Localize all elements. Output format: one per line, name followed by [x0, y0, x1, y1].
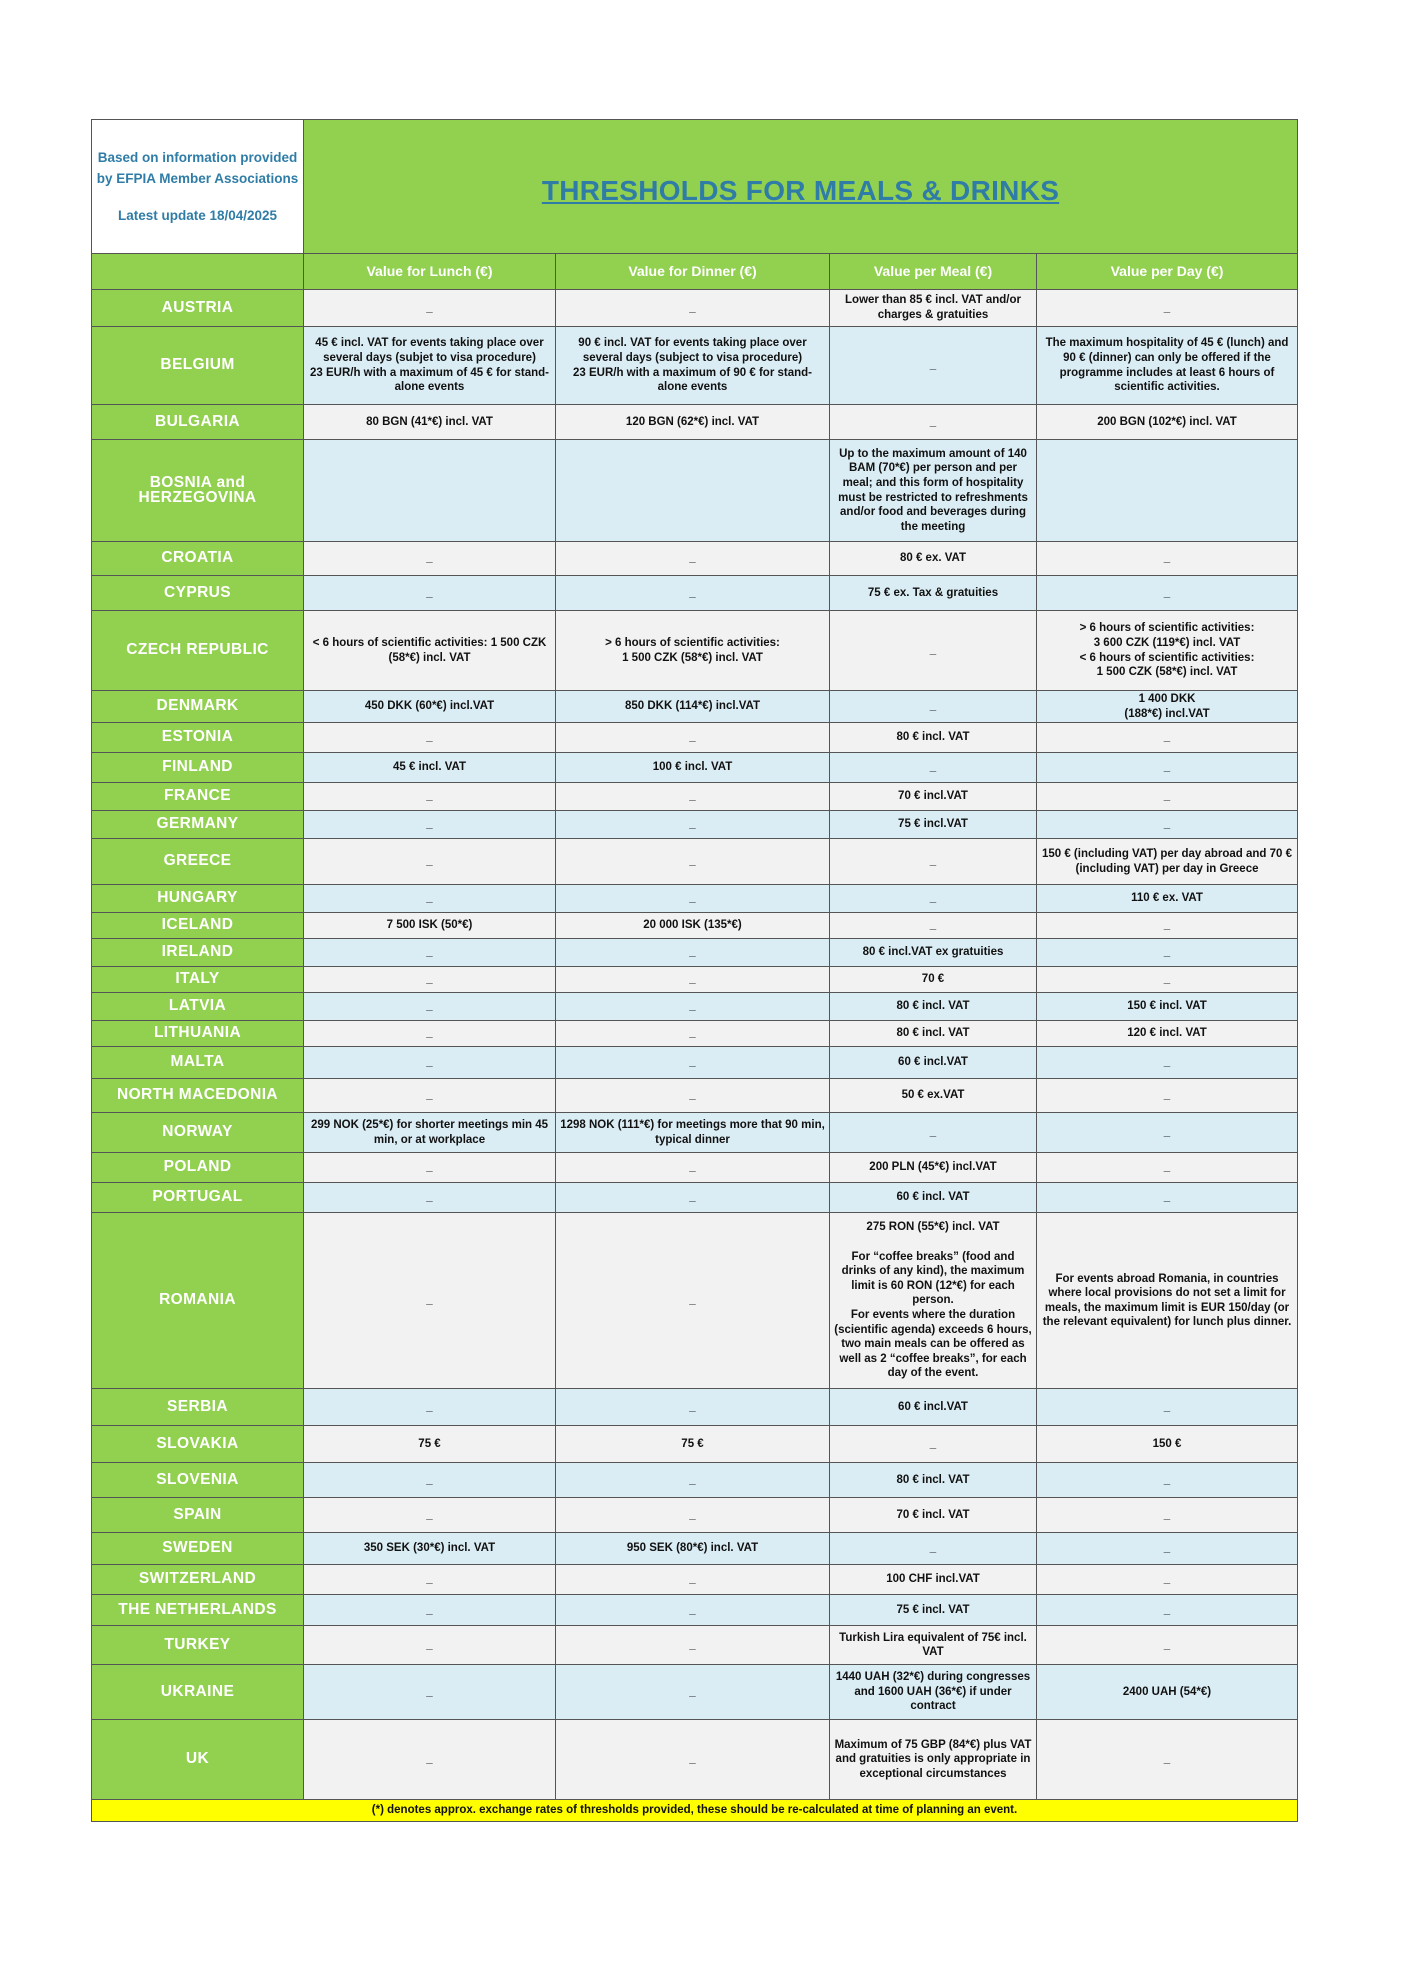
dinner-cell: _ [556, 1079, 830, 1113]
table-row [92, 1565, 1298, 1595]
lunch-cell: _ [304, 967, 556, 993]
meal-cell: 75 € incl.VAT [830, 811, 1037, 839]
page-title: THRESHOLDS FOR MEALS & DRINKS [541, 174, 1060, 206]
meal-cell: 100 CHF incl.VAT [830, 1565, 1037, 1595]
dinner-cell: _ [556, 1389, 830, 1426]
dinner-cell: _ [556, 1626, 830, 1665]
day-cell: _ [1037, 542, 1298, 576]
country-cell: FRANCE [92, 783, 304, 811]
header-day: Value per Day (€) [1037, 254, 1298, 290]
meal-cell: _ [830, 753, 1037, 783]
dinner-cell: _ [556, 1213, 830, 1389]
day-cell: _ [1037, 1626, 1298, 1665]
meal-cell: _ [830, 691, 1037, 723]
day-cell: _ [1037, 1498, 1298, 1533]
header-empty [92, 254, 304, 290]
day-cell: _ [1037, 783, 1298, 811]
table-row [92, 1183, 1298, 1213]
dinner-cell: _ [556, 939, 830, 967]
day-cell: _ [1037, 723, 1298, 753]
country-cell: PORTUGAL [92, 1183, 304, 1213]
meal-cell: 60 € incl.VAT [830, 1047, 1037, 1079]
meal-cell: 70 € incl.VAT [830, 783, 1037, 811]
day-cell: _ [1037, 939, 1298, 967]
dinner-cell: _ [556, 1595, 830, 1626]
country-cell: ROMANIA [92, 1213, 304, 1389]
dinner-cell: _ [556, 885, 830, 913]
day-cell: _ [1037, 753, 1298, 783]
dinner-cell: 90 € incl. VAT for events taking place over several days (subject to visa procedure) 23 EUR/h with a maximum of 90 € for stand-alone events [556, 327, 830, 405]
day-cell: 150 € (including VAT) per day abroad and 70 € (including VAT) per day in Greece [1037, 839, 1298, 885]
lunch-cell [304, 440, 556, 542]
day-cell: _ [1037, 811, 1298, 839]
lunch-cell: < 6 hours of scientific activities: 1 500 CZK (58*€) incl. VAT [304, 611, 556, 691]
dinner-cell: _ [556, 1720, 830, 1800]
dinner-cell: 850 DKK (114*€) incl.VAT [556, 691, 830, 723]
day-cell: 150 € [1037, 1426, 1298, 1463]
table-row [92, 1665, 1298, 1720]
info-update: Latest update 18/04/2025 [117, 208, 278, 223]
dinner-cell: _ [556, 723, 830, 753]
lunch-cell: _ [304, 1665, 556, 1720]
day-cell: _ [1037, 1565, 1298, 1595]
meal-cell: 50 € ex.VAT [830, 1079, 1037, 1113]
day-cell: The maximum hospitality of 45 € (lunch) and 90 € (dinner) can only be offered if the programme includes at least 6 hours of scientific activities. [1037, 327, 1298, 405]
dinner-cell [556, 440, 830, 542]
lunch-cell: _ [304, 542, 556, 576]
lunch-cell: _ [304, 1021, 556, 1047]
meal-cell: 80 € incl. VAT [830, 1021, 1037, 1047]
meal-cell: Up to the maximum amount of 140 BAM (70*€) per person and per meal; and this form of hospitality must be restricted to refreshments and/or food and beverages during the meeting [830, 440, 1037, 542]
day-cell: > 6 hours of scientific activities: 3 600 CZK (119*€) incl. VAT < 6 hours of scientific activities: 1 500 CZK (58*€) incl. VAT [1037, 611, 1298, 691]
lunch-cell: 45 € incl. VAT for events taking place over several days (subjet to visa procedure) 23 EUR/h with a maximum of 45 € for stand-alone events [304, 327, 556, 405]
day-cell: _ [1037, 1389, 1298, 1426]
table-row [92, 1720, 1298, 1800]
dinner-cell: _ [556, 811, 830, 839]
meal-cell: 75 € incl. VAT [830, 1595, 1037, 1626]
country-cell: SPAIN [92, 1498, 304, 1533]
meal-cell: 70 € [830, 967, 1037, 993]
lunch-cell: 299 NOK (25*€) for shorter meetings min 45 min, or at workplace [304, 1113, 556, 1153]
table-row [92, 440, 1298, 542]
lunch-cell: _ [304, 1389, 556, 1426]
country-cell: NORWAY [92, 1113, 304, 1153]
lunch-cell: _ [304, 783, 556, 811]
country-cell: IRELAND [92, 939, 304, 967]
table-row [92, 1533, 1298, 1565]
day-cell: 200 BGN (102*€) incl. VAT [1037, 405, 1298, 440]
table-row [92, 691, 1298, 723]
country-cell: LITHUANIA [92, 1021, 304, 1047]
day-cell: _ [1037, 1113, 1298, 1153]
meal-cell: _ [830, 327, 1037, 405]
meal-cell: _ [830, 839, 1037, 885]
country-cell: POLAND [92, 1153, 304, 1183]
lunch-cell: _ [304, 993, 556, 1021]
table-row [92, 885, 1298, 913]
dinner-cell: _ [556, 1047, 830, 1079]
day-cell: _ [1037, 1595, 1298, 1626]
meal-cell: _ [830, 1113, 1037, 1153]
country-cell: GERMANY [92, 811, 304, 839]
dinner-cell: > 6 hours of scientific activities: 1 500 CZK (58*€) incl. VAT [556, 611, 830, 691]
table-row [92, 1113, 1298, 1153]
footnote: (*) denotes approx. exchange rates of thresholds provided, these should be re-calculated at time of planning an event. [92, 1800, 1298, 1822]
day-cell: _ [1037, 1533, 1298, 1565]
country-cell: ITALY [92, 967, 304, 993]
country-cell: BULGARIA [92, 405, 304, 440]
lunch-cell: _ [304, 1463, 556, 1498]
table-row [92, 1595, 1298, 1626]
lunch-cell: 450 DKK (60*€) incl.VAT [304, 691, 556, 723]
lunch-cell: _ [304, 1565, 556, 1595]
country-cell: SLOVAKIA [92, 1426, 304, 1463]
country-cell: UKRAINE [92, 1665, 304, 1720]
meal-cell: 80 € incl. VAT [830, 993, 1037, 1021]
table-row [92, 839, 1298, 885]
dinner-cell: _ [556, 967, 830, 993]
country-cell: FINLAND [92, 753, 304, 783]
country-cell: ICELAND [92, 913, 304, 939]
table-row [92, 542, 1298, 576]
dinner-cell: _ [556, 1183, 830, 1213]
info-box [92, 120, 304, 254]
meal-cell: Maximum of 75 GBP (84*€) plus VAT and gratuities is only appropriate in exceptional circumstances [830, 1720, 1037, 1800]
day-cell: 2400 UAH (54*€) [1037, 1665, 1298, 1720]
dinner-cell: 100 € incl. VAT [556, 753, 830, 783]
day-cell [1037, 440, 1298, 542]
meal-cell: 75 € ex. Tax & gratuities [830, 576, 1037, 611]
table-row [92, 1626, 1298, 1665]
lunch-cell: 75 € [304, 1426, 556, 1463]
table-row [92, 913, 1298, 939]
header-dinner: Value for Dinner (€) [556, 254, 830, 290]
meal-cell: 80 € ex. VAT [830, 542, 1037, 576]
dinner-cell: 20 000 ISK (135*€) [556, 913, 830, 939]
table-row [92, 1463, 1298, 1498]
meal-cell: _ [830, 1533, 1037, 1565]
lunch-cell: _ [304, 576, 556, 611]
country-cell: CYPRUS [92, 576, 304, 611]
table-row [92, 783, 1298, 811]
table-row [92, 723, 1298, 753]
table-row [92, 290, 1298, 327]
country-cell: BELGIUM [92, 327, 304, 405]
meal-cell: 80 € incl. VAT [830, 723, 1037, 753]
table-row [92, 1389, 1298, 1426]
title-row [92, 120, 1298, 254]
meal-cell: 80 € incl. VAT [830, 1463, 1037, 1498]
lunch-cell: _ [304, 723, 556, 753]
lunch-cell: _ [304, 1079, 556, 1113]
meal-cell: 60 € incl. VAT [830, 1183, 1037, 1213]
thresholds-table [91, 119, 1298, 1822]
lunch-cell: _ [304, 1183, 556, 1213]
lunch-cell: _ [304, 811, 556, 839]
meal-cell: _ [830, 611, 1037, 691]
meal-cell: Turkish Lira equivalent of 75€ incl. VAT [830, 1626, 1037, 1665]
table-row [92, 1213, 1298, 1389]
country-cell: TURKEY [92, 1626, 304, 1665]
header-row [92, 254, 1298, 290]
lunch-cell: _ [304, 1720, 556, 1800]
dinner-cell: 75 € [556, 1426, 830, 1463]
day-cell: _ [1037, 1153, 1298, 1183]
dinner-cell: _ [556, 576, 830, 611]
lunch-cell: _ [304, 839, 556, 885]
country-cell: UK [92, 1720, 304, 1800]
lunch-cell: _ [304, 290, 556, 327]
lunch-cell: _ [304, 1153, 556, 1183]
meal-cell: _ [830, 885, 1037, 913]
footnote-row [92, 1800, 1298, 1822]
country-cell: LATVIA [92, 993, 304, 1021]
dinner-cell: 1298 NOK (111*€) for meetings more that 90 min, typical dinner [556, 1113, 830, 1153]
table-row [92, 1498, 1298, 1533]
country-cell: SWEDEN [92, 1533, 304, 1565]
thresholds-sheet [91, 119, 1297, 1822]
meal-cell: 80 € incl.VAT ex gratuities [830, 939, 1037, 967]
meal-cell: _ [830, 1426, 1037, 1463]
lunch-cell: _ [304, 1047, 556, 1079]
country-cell: MALTA [92, 1047, 304, 1079]
country-cell: ESTONIA [92, 723, 304, 753]
meal-cell: 200 PLN (45*€) incl.VAT [830, 1153, 1037, 1183]
table-row [92, 1426, 1298, 1463]
country-cell: SERBIA [92, 1389, 304, 1426]
meal-cell: _ [830, 405, 1037, 440]
table-row [92, 576, 1298, 611]
table-row [92, 1153, 1298, 1183]
day-cell: _ [1037, 1047, 1298, 1079]
day-cell: _ [1037, 576, 1298, 611]
table-row [92, 753, 1298, 783]
country-cell: HUNGARY [92, 885, 304, 913]
table-row [92, 993, 1298, 1021]
lunch-cell: _ [304, 1213, 556, 1389]
lunch-cell: _ [304, 885, 556, 913]
day-cell: _ [1037, 1463, 1298, 1498]
table-row [92, 1021, 1298, 1047]
title-cell [304, 120, 1298, 254]
dinner-cell: _ [556, 1665, 830, 1720]
day-cell: _ [1037, 913, 1298, 939]
day-cell: 120 € incl. VAT [1037, 1021, 1298, 1047]
day-cell: _ [1037, 1183, 1298, 1213]
table-row [92, 967, 1298, 993]
day-cell: For events abroad Romania, in countries where local provisions do not set a limit for meals, the maximum limit is EUR 150/day (or the relevant equivalent) for lunch plus dinner. [1037, 1213, 1298, 1389]
day-cell: 1 400 DKK (188*€) incl.VAT [1037, 691, 1298, 723]
table-row [92, 939, 1298, 967]
dinner-cell: _ [556, 993, 830, 1021]
country-cell: CZECH REPUBLIC [92, 611, 304, 691]
dinner-cell: _ [556, 1498, 830, 1533]
dinner-cell: 950 SEK (80*€) incl. VAT [556, 1533, 830, 1565]
day-cell: _ [1037, 290, 1298, 327]
dinner-cell: _ [556, 1565, 830, 1595]
header-lunch: Value for Lunch (€) [304, 254, 556, 290]
lunch-cell: _ [304, 1626, 556, 1665]
meal-cell: 1440 UAH (32*€) during congresses and 1600 UAH (36*€) if under contract [830, 1665, 1037, 1720]
lunch-cell: _ [304, 1498, 556, 1533]
country-cell: SWITZERLAND [92, 1565, 304, 1595]
table-row [92, 1079, 1298, 1113]
country-cell: NORTH MACEDONIA [92, 1079, 304, 1113]
country-cell: DENMARK [92, 691, 304, 723]
country-cell: SLOVENIA [92, 1463, 304, 1498]
info-source: Based on information provided by EFPIA Member Associations [96, 150, 299, 186]
meal-cell: 275 RON (55*€) incl. VAT For “coffee breaks” (food and drinks of any kind), the maximum limit is 60 RON (12*€) for each person. For events where the duration (scientific agenda) exceeds 6 hours, two main meals can be offered as well as 2 “coffee breaks”, for each day of the event. [830, 1213, 1037, 1389]
table-row [92, 405, 1298, 440]
country-cell: AUSTRIA [92, 290, 304, 327]
country-cell: CROATIA [92, 542, 304, 576]
country-cell: THE NETHERLANDS [92, 1595, 304, 1626]
lunch-cell: 350 SEK (30*€) incl. VAT [304, 1533, 556, 1565]
meal-cell: 60 € incl.VAT [830, 1389, 1037, 1426]
dinner-cell: _ [556, 542, 830, 576]
table-row [92, 1047, 1298, 1079]
dinner-cell: _ [556, 290, 830, 327]
table-row [92, 611, 1298, 691]
meal-cell: _ [830, 913, 1037, 939]
lunch-cell: 45 € incl. VAT [304, 753, 556, 783]
country-cell: GREECE [92, 839, 304, 885]
day-cell: _ [1037, 1720, 1298, 1800]
dinner-cell: _ [556, 1463, 830, 1498]
table-row [92, 327, 1298, 405]
table-row [92, 811, 1298, 839]
dinner-cell: 120 BGN (62*€) incl. VAT [556, 405, 830, 440]
lunch-cell: _ [304, 939, 556, 967]
header-meal: Value per Meal (€) [830, 254, 1037, 290]
day-cell: _ [1037, 1079, 1298, 1113]
meal-cell: Lower than 85 € incl. VAT and/or charges & gratuities [830, 290, 1037, 327]
dinner-cell: _ [556, 783, 830, 811]
lunch-cell: 7 500 ISK (50*€) [304, 913, 556, 939]
lunch-cell: _ [304, 1595, 556, 1626]
day-cell: _ [1037, 967, 1298, 993]
day-cell: 110 € ex. VAT [1037, 885, 1298, 913]
meal-cell: 70 € incl. VAT [830, 1498, 1037, 1533]
lunch-cell: 80 BGN (41*€) incl. VAT [304, 405, 556, 440]
dinner-cell: _ [556, 1021, 830, 1047]
country-cell: BOSNIA and HERZEGOVINA [92, 440, 304, 542]
day-cell: 150 € incl. VAT [1037, 993, 1298, 1021]
dinner-cell: _ [556, 839, 830, 885]
dinner-cell: _ [556, 1153, 830, 1183]
